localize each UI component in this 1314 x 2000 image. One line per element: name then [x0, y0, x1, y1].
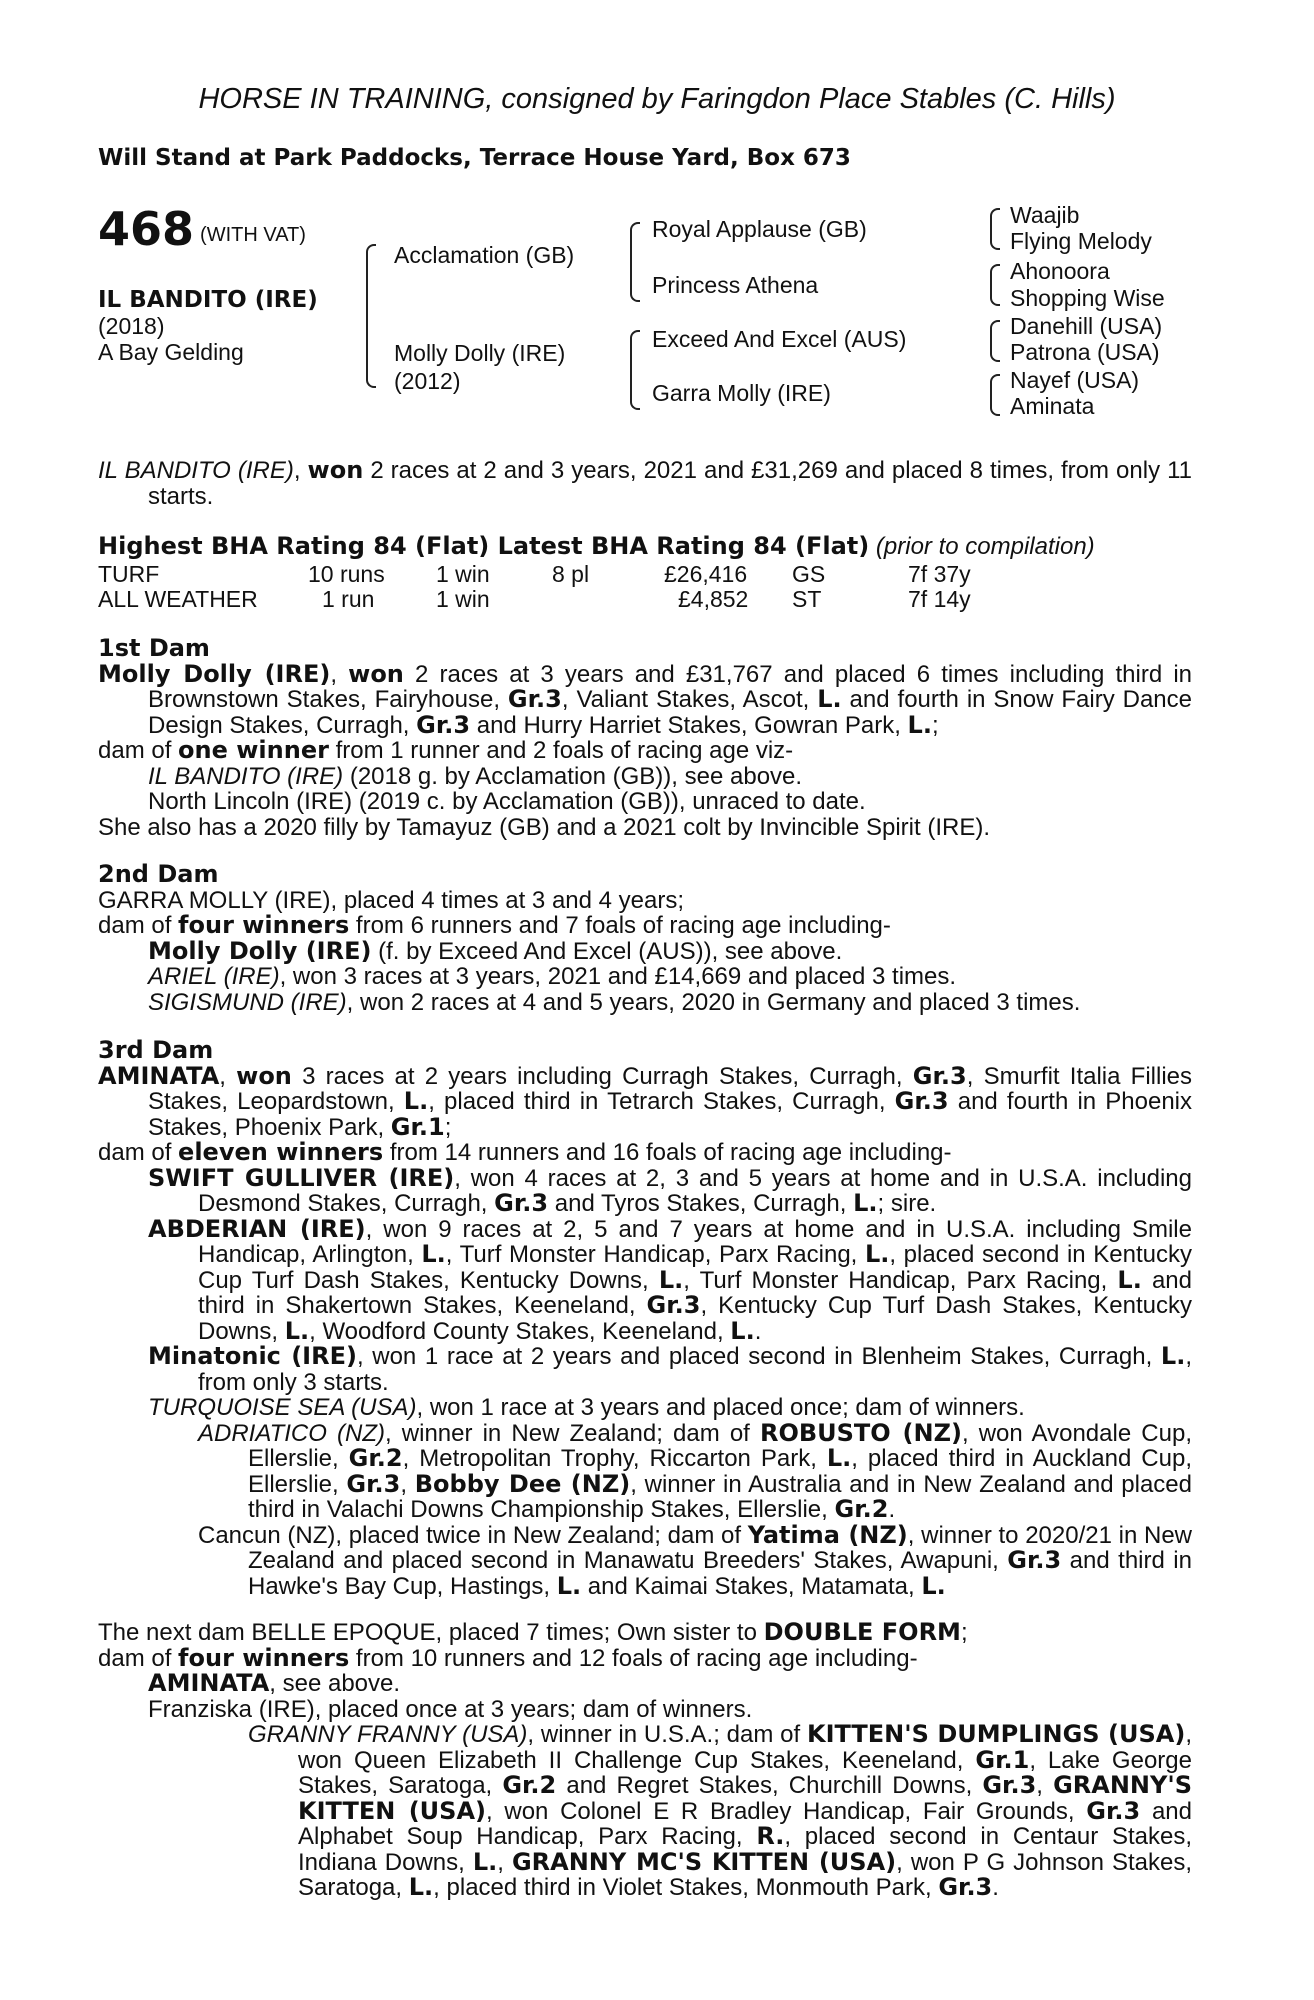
winners-count: one winner [178, 736, 329, 764]
progeny-text: , placed third in Auckland Cup, Ellerslie, [248, 1445, 1193, 1498]
grade-label: Gr.3 [1086, 1796, 1141, 1825]
rating-distance: 7f 37y [908, 561, 971, 587]
lot-number [98, 204, 306, 254]
record-text: , placed third in Tetrarch Stakes, Curragh, [428, 1088, 895, 1115]
catalogue-header: HORSE IN TRAINING, consigned by Faringdon Place Stables (C. Hills) [198, 83, 1116, 115]
grade-label: Gr.3 [982, 1771, 1037, 1799]
rating-going: ST [792, 586, 822, 612]
progeny-text: , placed second in Kentucky Cup Turf Dash Stakes, Kentucky Downs, [198, 1241, 1192, 1294]
listed-label: L. [472, 1847, 498, 1876]
first-dam-name: Molly Dolly (IRE) [98, 659, 331, 688]
text: from 14 runners and 16 foals of racing age including- [383, 1139, 952, 1166]
progeny-text: , [497, 1848, 512, 1876]
vat-label: (WITH VAT) [200, 224, 306, 246]
progeny-text: ; sire. [877, 1190, 937, 1217]
pedigree-brace-main [366, 244, 376, 388]
won-label: won [236, 1061, 292, 1090]
progeny-text: , Metropolitan Trophy, Riccarton Park, [402, 1445, 827, 1472]
text: from 1 runner and 2 foals of racing age viz- [328, 737, 794, 764]
progeny-name: ROBUSTO (NZ) [759, 1418, 962, 1447]
progeny-text: , placed second in Centaur Stakes, Indiana Downs, [298, 1823, 1192, 1876]
pedigree-g6: Patrona (USA) [1010, 339, 1160, 365]
second-dam-section [98, 862, 1192, 1015]
listed-label: L. [817, 685, 842, 713]
pedigree-dam-sire: Exceed And Excel (AUS) [652, 326, 907, 352]
sister-name: DOUBLE FORM [763, 1618, 961, 1646]
progeny-name: KITTEN'S DUMPLINGS (USA) [806, 1720, 1186, 1748]
pedigree-g4: Shopping Wise [1010, 285, 1165, 311]
horse-description: A Bay Gelding [98, 339, 244, 365]
stand-location: Will Stand at Park Paddocks, Terrace House Yard, Box 673 [98, 145, 851, 171]
record-text: and fourth in Phoenix Stakes, Phoenix Park, [148, 1088, 1192, 1141]
rating-runs: 10 runs [308, 561, 385, 587]
summary-text: 2 races at 2 and 3 years, 2021 and £31,269 and placed 8 times, from only 11 starts. [148, 457, 1192, 510]
rating-places: 8 pl [552, 561, 590, 587]
grade-label: Gr.2 [348, 1444, 403, 1472]
progeny-name: ADRIATICO (NZ) [198, 1419, 385, 1447]
progeny-text: and Tyros Stakes, Curragh, [548, 1190, 854, 1217]
progeny-text: , [400, 1470, 415, 1498]
horse-year: (2018) [98, 313, 165, 339]
text: dam of [98, 1139, 179, 1166]
progeny-text: , won 2 races at 4 and 5 years, 2020 in Germany and placed 3 times. [346, 988, 1081, 1016]
progeny-text: , winner to 2020/21 in New Zealand and placed second in Manawatu Breeders' Stakes, Awapuni, [248, 1521, 1192, 1574]
third-dam-heading: 3rd Dam [98, 1036, 214, 1064]
progeny-text: , see above. [269, 1670, 401, 1697]
dam-of-line [98, 738, 1192, 764]
grand-progeny-item [98, 1722, 1192, 1901]
pedigree-dam-year: (2012) [394, 368, 461, 394]
summary-comma: , [293, 457, 308, 484]
progeny-text: and Kaimai Stakes, Matamata, [581, 1572, 922, 1600]
progeny-text: , won 3 races at 3 years, 2021 and £14,669 and placed 3 times. [279, 963, 957, 990]
rating-surface: ALL WEATHER [98, 586, 258, 612]
listed-label: L. [826, 1444, 852, 1472]
progeny-name: GRANNY FRANNY (USA) [248, 1721, 528, 1748]
progeny-name: Minatonic (IRE) [148, 1342, 357, 1370]
progeny-text: , [1036, 1772, 1054, 1799]
grade-label: Gr.1 [975, 1745, 1030, 1774]
progeny-text: and third in Shakertown Stakes, Keeneland, [198, 1266, 1192, 1319]
progeny-item [98, 1344, 1192, 1395]
pedigree-g5: Danehill (USA) [1010, 313, 1163, 339]
grade-label: Gr.3 [507, 685, 562, 713]
progeny-text: , won 1 race at 3 years and placed once; dam of winners. [416, 1394, 1025, 1421]
progeny-text: , Turf Monster Handicap, Parx Racing, [445, 1241, 865, 1268]
listed-label: L. [284, 1316, 310, 1345]
rating-title: Highest BHA Rating 84 (Flat) Latest BHA Rating 84 (Flat) [98, 532, 870, 560]
horse-name: IL BANDITO (IRE) [98, 287, 318, 313]
pedigree-brace-sire [630, 222, 640, 302]
listed-label: L. [658, 1265, 684, 1294]
winners-count: four winners [178, 1643, 350, 1672]
sep: , [219, 1062, 237, 1090]
progeny-text: , won 4 races at 2, 3 and 5 years at home and in U.S.A. including Desmond Stakes, Curragh, [198, 1164, 1192, 1217]
rating-runs: 1 run [322, 586, 375, 612]
grade-label: Gr.3 [646, 1291, 701, 1319]
text: dam of [98, 1644, 179, 1672]
progeny-item [98, 1671, 1192, 1697]
listed-label: L. [907, 710, 932, 739]
progeny-text: , winner in New Zealand; dam of [385, 1419, 760, 1447]
sep: , [330, 660, 349, 688]
progeny-name: SIGISMUND (IRE) [148, 988, 347, 1016]
also-has-line: She also has a 2020 filly by Tamayuz (GB) and a 2021 colt by Invincible Spirit (IRE). [98, 813, 990, 841]
grade-label: Gr.3 [1007, 1546, 1062, 1574]
progeny-name: ARIEL (IRE) [148, 963, 280, 990]
record-text: , Smurfit Italia Fillies Stakes, Leopardstown, [148, 1062, 1193, 1115]
winners-count: eleven winners [178, 1138, 384, 1166]
listed-label: L. [853, 1189, 878, 1217]
progeny-name: TURQUOISE SEA (USA) [148, 1394, 417, 1421]
summary-horse-name: IL BANDITO (IRE) [98, 457, 294, 484]
pedigree-brace-g2 [990, 264, 1000, 306]
rating-going: GS [792, 561, 826, 587]
record-text: 2 races at 3 years and £31,767 and placed 6 times including third in Brownstown Stakes, Fairyhouse, [148, 660, 1192, 713]
summary-won: won [307, 456, 364, 484]
record-text: 3 races at 2 years including Curragh Stakes, Curragh, [291, 1062, 913, 1090]
progeny-item [98, 936, 1192, 965]
rating-prize: £4,852 [678, 586, 749, 612]
grade-label: Gr.1 [390, 1112, 445, 1141]
next-dam-section [98, 1620, 1192, 1901]
rating-section [98, 534, 1192, 560]
pedigree-g1: Waajib [1010, 202, 1080, 228]
listed-label: L. [730, 1316, 755, 1345]
pedigree-g3: Ahonoora [1010, 258, 1110, 284]
rating-wins: 1 win [436, 561, 490, 587]
listed-label: L. [408, 1873, 434, 1901]
progeny-text: , placed third in Violet Stakes, Monmouth Park, [433, 1874, 939, 1901]
dam-of-line [98, 1140, 1192, 1166]
progeny-text: , won 1 race at 2 years and placed second in Blenheim Stakes, Curragh, [356, 1343, 1161, 1370]
third-dam-name: AMINATA [98, 1061, 220, 1090]
progeny-name: Bobby Dee (NZ) [414, 1469, 631, 1498]
rating-prize: £26,416 [664, 561, 748, 587]
text: dam of [98, 737, 179, 764]
first-dam-section [98, 636, 1192, 840]
first-dam-heading: 1st Dam [98, 634, 210, 662]
text: from 6 runners and 7 foals of racing age including- [349, 912, 891, 939]
pedigree-g7: Nayef (USA) [1010, 367, 1140, 393]
progeny-item [98, 764, 1192, 790]
grade-label: Gr.2 [834, 1495, 889, 1523]
progeny-text: , Turf Monster Handicap, Parx Racing, [683, 1266, 1118, 1294]
pedigree-g2: Flying Melody [1010, 228, 1152, 254]
record-text: and Hurry Harriet Stakes, Gowran Park, [470, 711, 908, 739]
grade-label: Gr.3 [912, 1061, 967, 1090]
pedigree-brace-g1 [990, 208, 1000, 250]
progeny-text: and Regret Stakes, Churchill Downs, [556, 1772, 983, 1799]
progeny-text: , from only 3 starts. [198, 1343, 1192, 1396]
progeny-text: and Alphabet Soup Handicap, Parx Racing, [298, 1797, 1192, 1850]
progeny-item [98, 1214, 1192, 1345]
pedigree-brace-g4 [990, 374, 1000, 416]
listed-label: L. [421, 1240, 446, 1268]
progeny-name: GRANNY'S KITTEN (USA) [298, 1771, 1193, 1825]
text: The next dam BELLE EPOQUE, placed 7 times; Own sister to [98, 1619, 764, 1646]
progeny-text: (2018 g. by Acclamation (GB)), see above. [343, 762, 803, 790]
dam-of-line [98, 1643, 1192, 1672]
progeny-text: . [992, 1874, 999, 1901]
progeny-text: , winner in Australia and in New Zealand and placed third in Valachi Downs Championship Stakes, Ellerslie, [248, 1470, 1192, 1523]
progeny-text: Cancun (NZ), placed twice in New Zealand; dam of [198, 1521, 748, 1549]
winners-count: four winners [178, 911, 350, 939]
progeny-name: ABDERIAN (IRE) [148, 1214, 366, 1243]
grade-label: Gr.3 [416, 710, 471, 739]
text: dam of [98, 912, 179, 939]
pedigree-brace-g3 [990, 320, 1000, 362]
pedigree-sire: Acclamation (GB) [394, 242, 575, 268]
progeny-text: , Kentucky Cup Turf Dash Stakes, Kentucky Downs, [198, 1292, 1192, 1345]
listed-label: L. [921, 1571, 946, 1600]
rating-distance: 7f 14y [908, 586, 971, 612]
progeny-name: IL BANDITO (IRE) [148, 762, 344, 790]
listed-label: L. [403, 1087, 429, 1115]
progeny-text: , won P G Johnson Stakes, Saratoga, [298, 1848, 1192, 1901]
progeny-item [98, 990, 1192, 1016]
listed-label: L. [1160, 1342, 1186, 1370]
grade-label: Gr.2 [502, 1771, 557, 1799]
record-text: , Valiant Stakes, Ascot, [561, 686, 818, 713]
progeny-item: Franziska (IRE), placed once at 3 years; dam of winners. [148, 1695, 753, 1723]
restricted-label: R. [756, 1822, 785, 1850]
second-dam-record: GARRA MOLLY (IRE), placed 4 times at 3 and 4 years; [98, 886, 685, 914]
progeny-name: SWIFT GULLIVER (IRE) [148, 1163, 455, 1192]
next-dam-record [98, 1620, 1192, 1646]
second-dam-heading: 2nd Dam [98, 860, 219, 888]
grade-label: Gr.3 [494, 1189, 549, 1217]
grade-label: Gr.3 [894, 1087, 949, 1115]
progeny-text: . [754, 1317, 762, 1345]
progeny-item [98, 1163, 1192, 1217]
pedigree-sire-dam: Princess Athena [652, 272, 819, 298]
record-text: and fourth in Snow Fairy Dance Design Stakes, Curragh, [148, 686, 1192, 739]
rating-surface: TURF [98, 561, 160, 587]
third-dam-section [98, 1038, 1192, 1599]
text: ; [960, 1619, 968, 1646]
first-dam-record [98, 659, 1192, 739]
pedigree-sire-sire: Royal Applause (GB) [652, 216, 867, 242]
progeny-text: , won Queen Elizabeth II Challenge Cup Stakes, Keeneland, [298, 1721, 1193, 1774]
listed-label: L. [1117, 1265, 1142, 1294]
grand-progeny-item [98, 1418, 1193, 1523]
text: from 10 runners and 12 foals of racing age including- [349, 1644, 918, 1672]
grade-label: Gr.3 [938, 1873, 993, 1901]
progeny-name: Molly Dolly (IRE) [148, 936, 372, 965]
third-dam-record [98, 1061, 1193, 1141]
progeny-item [98, 1395, 1192, 1421]
rating-note: (prior to compilation) [875, 533, 1095, 560]
progeny-text: (f. by Exceed And Excel (AUS)), see above. [371, 937, 843, 965]
progeny-text: . [888, 1496, 896, 1523]
pedigree-g8: Aminata [1010, 393, 1095, 419]
listed-label: L. [556, 1571, 582, 1600]
progeny-item [98, 964, 1192, 990]
progeny-text: , Lake George Stakes, Saratoga, [298, 1746, 1192, 1799]
rating-wins: 1 win [436, 586, 490, 612]
grand-progeny-item [98, 1520, 1192, 1600]
progeny-text: , won Colonel E R Bradley Handicap, Fair Grounds, [485, 1797, 1087, 1825]
progeny-name: AMINATA [148, 1669, 270, 1697]
record-text: ; [931, 711, 939, 739]
listed-label: L. [864, 1240, 890, 1268]
lot-number-value: 468 [98, 202, 195, 256]
horse-summary [98, 458, 1192, 509]
grade-label: Gr.3 [346, 1469, 401, 1498]
progeny-text: , winner in U.S.A.; dam of [527, 1721, 807, 1748]
pedigree-brace-dam [630, 330, 640, 410]
progeny-name: GRANNY MC'S KITTEN (USA) [511, 1847, 897, 1876]
progeny-text: , won 9 races at 2, 5 and 7 years at home and in U.S.A. including Smile Handicap, Arlington, [198, 1215, 1192, 1268]
won-label: won [348, 659, 404, 688]
dam-of-line [98, 913, 1192, 939]
progeny-text: and third in Hawke's Bay Cup, Hastings, [248, 1547, 1192, 1600]
record-text: ; [444, 1113, 452, 1141]
progeny-text: , won Avondale Cup, Ellerslie, [248, 1419, 1192, 1472]
pedigree-dam-dam: Garra Molly (IRE) [652, 380, 831, 406]
progeny-item: North Lincoln (IRE) (2019 c. by Acclamation (GB)), unraced to date. [148, 788, 866, 815]
progeny-text: , Woodford County Stakes, Keeneland, [309, 1317, 731, 1345]
progeny-name: Yatima (NZ) [747, 1520, 908, 1549]
pedigree-dam: Molly Dolly (IRE) [394, 340, 566, 366]
